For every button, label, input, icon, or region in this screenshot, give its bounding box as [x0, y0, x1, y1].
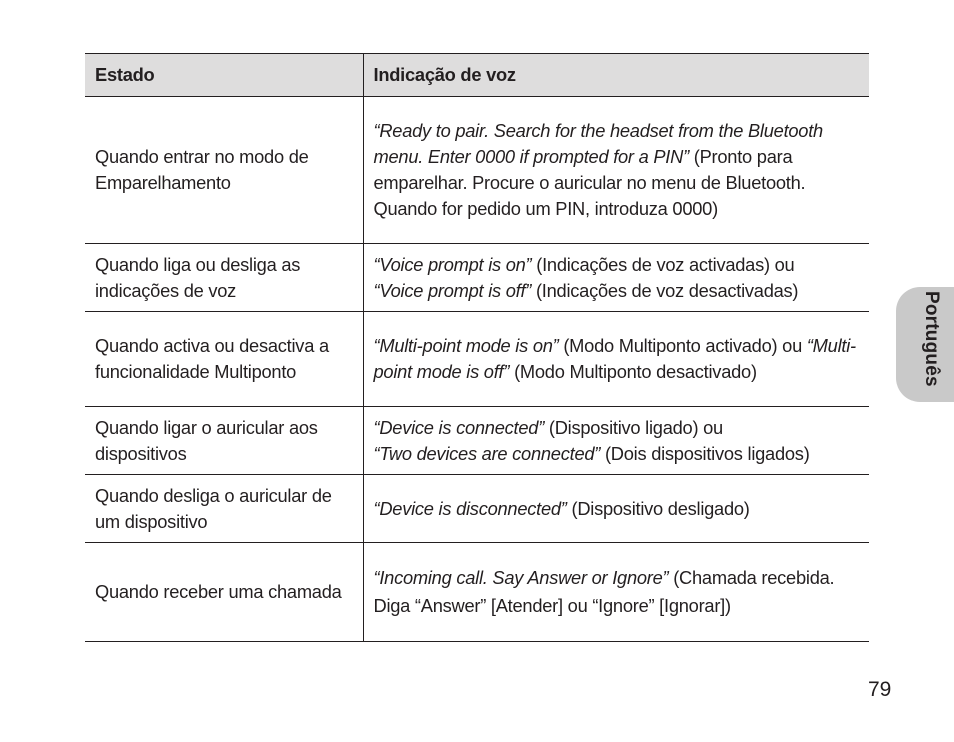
- voice-prompt-quote: “Ready to pair. Search for the headset from the Bluetooth menu. Enter 0000 if prompted for a PIN”: [373, 120, 823, 167]
- voice-indication-cell: [363, 244, 869, 312]
- voice-prompt-translation: (Dois dispositivos ligados): [600, 442, 810, 464]
- voice-prompt-quote: “Incoming call. Say Answer or Ignore”: [373, 567, 669, 588]
- voice-prompt-translation: (Indicações de voz desactivadas): [531, 279, 799, 301]
- state-cell: Quando receber uma chamada: [85, 543, 363, 642]
- voice-indication-cell: [363, 312, 869, 407]
- state-cell: Quando desliga o auricular de um dispositivo: [85, 475, 363, 543]
- state-cell: Quando entrar no modo de Emparelhamento: [85, 97, 363, 244]
- voice-prompt-translation: (Modo Multiponto activado) ou: [558, 335, 807, 356]
- column-header-voice-indication: Indicação de voz: [363, 54, 869, 97]
- voice-prompt-translation: (Indicações de voz activadas) ou: [531, 253, 795, 275]
- voice-prompts-table: [85, 53, 869, 642]
- column-header-state: Estado: [85, 54, 363, 97]
- table-row: [85, 407, 869, 475]
- table-row: [85, 475, 869, 543]
- state-cell: Quando liga ou desliga as indicações de voz: [85, 244, 363, 312]
- state-cell: Quando ligar o auricular aos dispositivos: [85, 407, 363, 475]
- voice-prompt-translation: (Pronto para emparelhar. Procure o auricular no menu de Bluetooth. Quando for pedido um PIN, introduza 0000): [373, 146, 806, 219]
- voice-prompt-quote: “Device is disconnected”: [373, 497, 567, 519]
- table-row: [85, 244, 869, 312]
- voice-prompt-translation: (Dispositivo ligado) ou: [544, 416, 723, 438]
- voice-indication-cell: [363, 475, 869, 543]
- table-header-row: [85, 54, 869, 97]
- voice-prompt-quote: “Voice prompt is off”: [373, 279, 532, 301]
- voice-prompt-translation: (Dispositivo desligado): [566, 497, 750, 519]
- language-side-tab: [896, 287, 954, 402]
- table-row: [85, 312, 869, 407]
- voice-indication-cell: [363, 543, 869, 642]
- table-row: [85, 97, 869, 244]
- voice-indication-cell: [363, 407, 869, 475]
- voice-indication-cell: [363, 97, 869, 244]
- voice-prompt-quote: “Voice prompt is on”: [373, 253, 532, 275]
- table-row: [85, 543, 869, 642]
- voice-prompt-quote: “Two devices are connected”: [373, 442, 601, 464]
- page-number: 79: [868, 678, 892, 701]
- voice-prompt-quote: “Multi-point mode is on”: [373, 335, 559, 356]
- voice-prompt-quote: “Multi-point mode is off”: [373, 335, 856, 382]
- state-cell: Quando activa ou desactiva a funcionalidade Multiponto: [85, 312, 363, 407]
- voice-prompt-translation: (Modo Multiponto desactivado): [509, 361, 757, 382]
- voice-prompt-quote: “Device is connected”: [373, 416, 545, 438]
- language-tab-label: Português: [921, 291, 942, 387]
- voice-prompt-translation: (Chamada recebida. Diga “Answer” [Atender] ou “Ignore” [Ignorar]): [373, 567, 835, 616]
